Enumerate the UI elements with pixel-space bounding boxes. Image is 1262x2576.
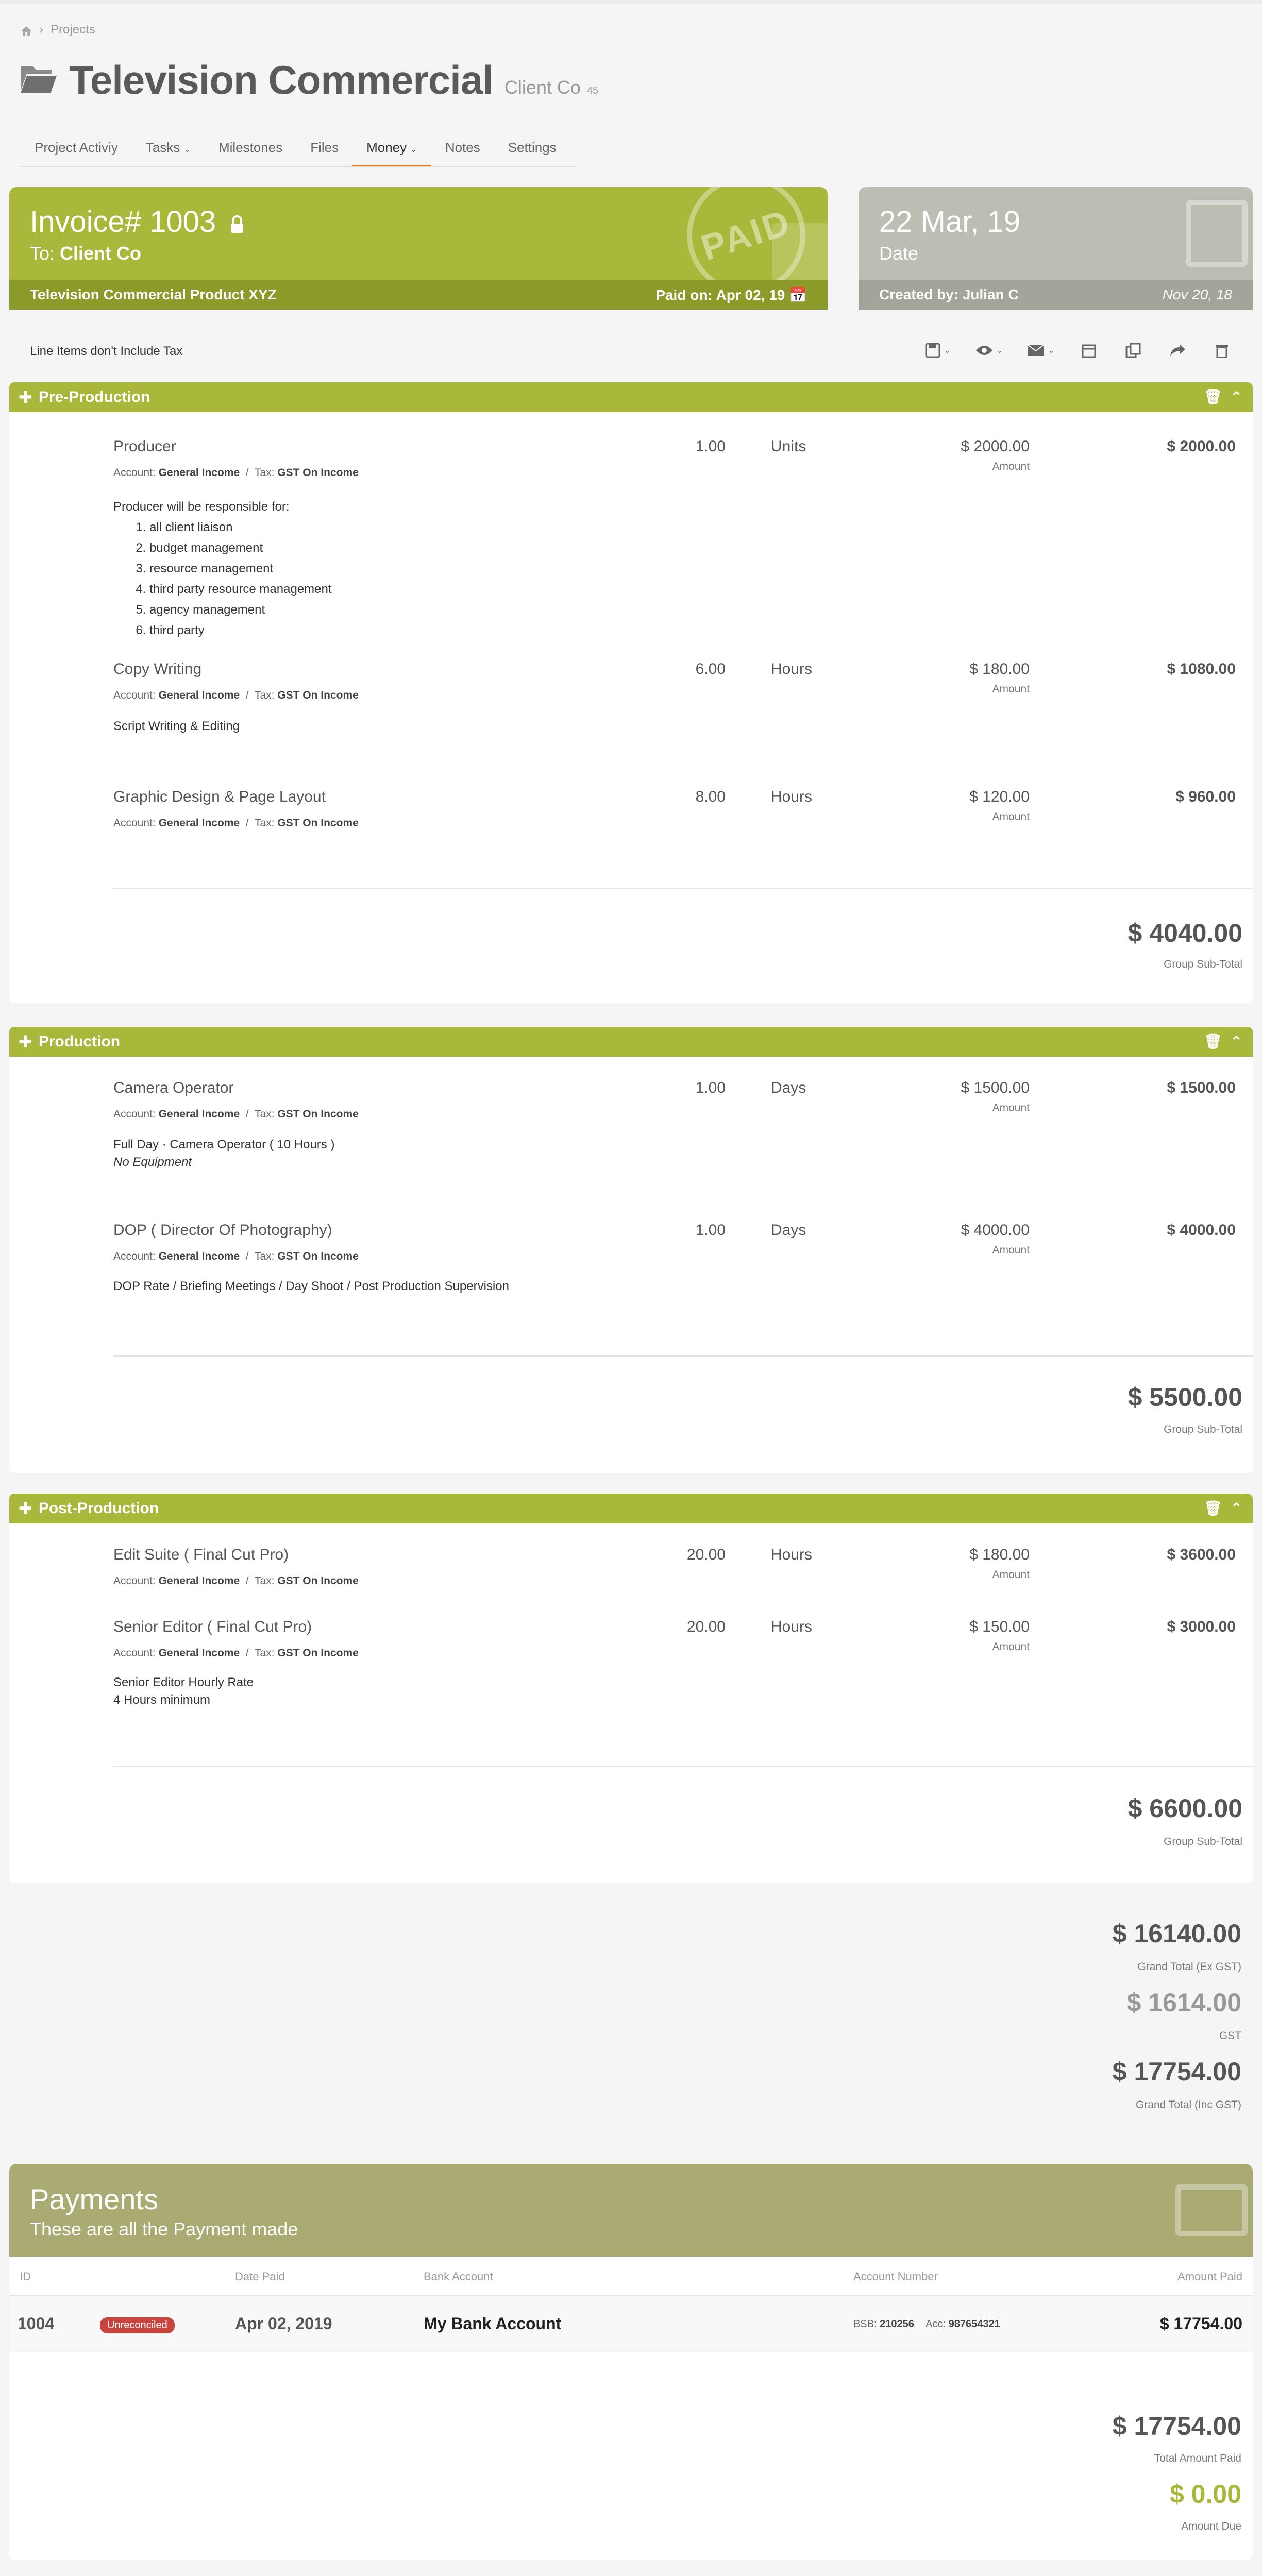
lock-icon[interactable] — [229, 207, 245, 241]
item-price[interactable]: $ 180.00 — [969, 660, 1030, 677]
top-bar — [0, 0, 1262, 4]
tabs-divider — [21, 166, 577, 167]
tax-note: Line Items don't Include Tax — [30, 344, 183, 358]
chevron-up-icon[interactable]: ⌃ — [1230, 389, 1242, 405]
project-tabs — [21, 133, 570, 167]
save-dropdown-button[interactable] — [912, 336, 964, 365]
invoice-strip — [9, 280, 828, 310]
item-price[interactable]: $ 1500.00 — [961, 1079, 1030, 1096]
item-account: Account: General Income / Tax: GST On Income — [113, 1250, 359, 1262]
chevron-down-icon: ⌄ — [944, 346, 951, 355]
item-name[interactable]: Camera Operator — [113, 1079, 234, 1096]
col-bank: Bank Account — [424, 2270, 493, 2283]
payment-bank: My Bank Account — [424, 2314, 562, 2333]
created-date: Nov 20, 18 — [1162, 286, 1232, 302]
created-by: Created by: Julian C — [879, 286, 1019, 302]
payment-date: Apr 02, 2019 — [235, 2314, 332, 2333]
item-name[interactable]: Graphic Design & Page Layout — [113, 788, 326, 805]
trash-icon[interactable]: 🗑 — [1203, 1500, 1222, 1516]
group-subtotal-label: Group Sub-Total — [1164, 1836, 1242, 1848]
item-description[interactable]: Full Day · Camera Operator ( 10 Hours ) No Equipment — [113, 1138, 335, 1169]
group-subtotal-label: Group Sub-Total — [1164, 1423, 1242, 1435]
copy-icon[interactable] — [1111, 336, 1155, 365]
tab-milestones[interactable]: Milestones — [218, 140, 283, 155]
amount-due: $ 0.00 — [1169, 2480, 1241, 2509]
item-description[interactable]: Senior Editor Hourly Rate 4 Hours minimum — [113, 1675, 254, 1707]
amount-label: Amount — [992, 811, 1030, 823]
amount-label: Amount — [992, 1569, 1030, 1581]
trash-icon[interactable] — [1200, 336, 1244, 365]
item-total: $ 960.00 — [1175, 788, 1236, 805]
item-total: $ 3000.00 — [1167, 1618, 1236, 1635]
date-card — [859, 187, 1253, 310]
chevron-down-icon: ⌄ — [410, 145, 417, 154]
item-qty[interactable]: 20.00 — [686, 1618, 726, 1635]
item-name[interactable]: Copy Writing — [113, 660, 202, 677]
item-total: $ 4000.00 — [1167, 1222, 1236, 1239]
grand-total-inc-label: Grand Total (Inc GST) — [1135, 2099, 1241, 2111]
list-item: 1. all client liaison — [149, 517, 332, 538]
money-icon — [1175, 2184, 1248, 2236]
item-name[interactable]: Edit Suite ( Final Cut Pro) — [113, 1546, 289, 1563]
divider — [113, 888, 1253, 889]
gst-label: GST — [1219, 2030, 1241, 2042]
invoice-to: To: Client Co — [30, 243, 142, 264]
item-description[interactable]: DOP Rate / Briefing Meetings / Day Shoot / Post Production Supervision — [113, 1279, 509, 1293]
item-account: Account: General Income / Tax: GST On Income — [113, 1575, 359, 1587]
group-title[interactable]: Post-Production — [38, 1500, 159, 1517]
client-count: 45 — [586, 85, 599, 96]
invoice-date[interactable]: 22 Mar, 19 — [879, 205, 1021, 239]
payments-subtitle: These are all the Payment made — [30, 2218, 298, 2240]
calendar-icon[interactable]: 📅 — [789, 286, 807, 303]
col-account-number: Account Number — [853, 2270, 938, 2283]
group-subtotal: $ 4040.00 — [1128, 919, 1242, 947]
amount-due-label: Amount Due — [1181, 2520, 1241, 2532]
calendar-icon — [1186, 200, 1248, 267]
move-icon[interactable]: ✚ — [19, 1032, 32, 1051]
created-strip — [859, 280, 1253, 310]
trash-icon[interactable]: 🗑 — [1203, 389, 1222, 405]
divider — [113, 1766, 1253, 1767]
amount-label: Amount — [992, 683, 1030, 695]
chevron-down-icon: ⌄ — [996, 346, 1003, 355]
item-account: Account: General Income / Tax: GST On Income — [113, 1108, 359, 1120]
payments-title: Payments — [30, 2183, 158, 2215]
divider — [113, 1355, 1253, 1357]
list-item: 3. resource management — [149, 558, 332, 579]
item-description[interactable]: Script Writing & Editing — [113, 719, 240, 733]
invoice-header-card — [9, 187, 828, 310]
breadcrumb-projects[interactable]: Projects — [51, 23, 95, 37]
home-icon[interactable] — [21, 25, 32, 35]
amount-label: Amount — [992, 1244, 1030, 1256]
group-title[interactable]: Production — [38, 1033, 121, 1050]
amount-label: Amount — [992, 1641, 1030, 1653]
payments-header — [9, 2164, 1253, 2257]
col-date: Date Paid — [235, 2270, 285, 2283]
page-title-row — [20, 57, 598, 104]
status-badge[interactable]: Unreconciled — [100, 2317, 175, 2333]
total-amount-paid-label: Total Amount Paid — [1154, 2452, 1241, 2464]
date-label: Date — [879, 243, 919, 264]
list-item: 2. budget management — [149, 538, 332, 558]
line-item-group — [9, 1494, 1253, 1883]
group-header[interactable] — [9, 1494, 1253, 1523]
item-qty[interactable]: 6.00 — [695, 660, 726, 677]
client-name[interactable]: Client Co — [504, 77, 581, 98]
line-item-group — [9, 1027, 1253, 1473]
item-unit[interactable]: Hours — [771, 1618, 813, 1635]
item-unit[interactable]: Hours — [771, 660, 813, 677]
group-subtotal: $ 6600.00 — [1128, 1794, 1242, 1823]
item-qty[interactable]: 1.00 — [695, 438, 726, 455]
col-id: ID — [20, 2270, 31, 2283]
payments-table-header — [9, 2257, 1253, 2296]
grand-total-ex-label: Grand Total (Ex GST) — [1137, 1961, 1241, 1973]
payments-panel — [9, 2164, 1253, 2560]
item-unit[interactable]: Units — [771, 438, 806, 455]
item-name[interactable]: DOP ( Director Of Photography) — [113, 1222, 332, 1239]
grand-total-ex: $ 16140.00 — [1112, 1919, 1241, 1948]
payment-id[interactable]: 1004 — [18, 2314, 55, 2333]
item-total: $ 3600.00 — [1167, 1546, 1236, 1563]
chevron-up-icon[interactable]: ⌃ — [1230, 1033, 1242, 1049]
calendar-icon[interactable] — [1067, 336, 1111, 365]
breadcrumb — [21, 23, 95, 37]
tab-settings[interactable]: Settings — [508, 140, 557, 155]
tab-notes[interactable]: Notes — [445, 140, 480, 155]
invoice-product: Television Commercial Product XYZ — [30, 286, 277, 302]
invoice-client[interactable]: Client Co — [60, 243, 142, 264]
item-unit[interactable]: Hours — [771, 788, 813, 805]
line-item-group — [9, 382, 1253, 1003]
item-account: Account: General Income / Tax: GST On Income — [113, 467, 359, 479]
group-subtotal-label: Group Sub-Total — [1164, 958, 1242, 970]
chevron-up-icon[interactable]: ⌃ — [1230, 1500, 1242, 1516]
list-item: 5. agency management — [149, 600, 332, 620]
item-unit[interactable]: Hours — [771, 1546, 813, 1563]
tab-project-activity[interactable]: Project Activiy — [35, 140, 118, 155]
group-subtotal: $ 5500.00 — [1128, 1383, 1242, 1412]
grand-total-inc: $ 17754.00 — [1112, 2057, 1241, 2086]
item-account: Account: General Income / Tax: GST On Income — [113, 689, 359, 701]
amount-label: Amount — [992, 461, 1030, 472]
item-price[interactable]: $ 120.00 — [969, 788, 1030, 805]
item-qty[interactable]: 1.00 — [695, 1222, 726, 1239]
item-total: $ 1500.00 — [1167, 1079, 1236, 1096]
view-dropdown-button[interactable] — [964, 336, 1015, 365]
tab-tasks[interactable]: Tasks ⌄ — [145, 140, 191, 155]
item-qty[interactable]: 1.00 — [695, 1079, 726, 1096]
group-header[interactable] — [9, 1027, 1253, 1057]
email-dropdown-button[interactable] — [1015, 336, 1067, 365]
chevron-down-icon: ⌄ — [1048, 346, 1055, 355]
list-item: 4. third party resource management — [149, 579, 332, 600]
invoice-number: Invoice# 1003 — [30, 205, 245, 241]
table-row[interactable] — [9, 2296, 1253, 2352]
payment-account-number: BSB: 210256 Acc: 987654321 — [853, 2318, 1000, 2330]
folder-open-icon — [20, 63, 58, 97]
list-item: 6. third party — [149, 620, 332, 641]
item-unit[interactable]: Days — [771, 1222, 806, 1239]
item-account: Account: General Income / Tax: GST On Income — [113, 1647, 359, 1659]
item-price[interactable]: $ 2000.00 — [961, 438, 1030, 455]
share-icon[interactable] — [1155, 336, 1200, 365]
item-name[interactable]: Senior Editor ( Final Cut Pro) — [113, 1618, 312, 1635]
total-amount-paid: $ 17754.00 — [1112, 2412, 1241, 2441]
item-name[interactable]: Producer — [113, 438, 176, 455]
tab-money[interactable]: Money ⌄ — [352, 133, 431, 167]
item-account: Account: General Income / Tax: GST On Income — [113, 817, 359, 829]
page-title: Television Commercial — [69, 57, 493, 103]
item-total: $ 2000.00 — [1167, 438, 1236, 455]
paid-on: Paid on: Apr 02, 19 📅 — [655, 286, 807, 303]
item-description[interactable]: Producer will be responsible for: 1. all client liaison 2. budget management 3. resource management 4. third party resource management 5. agency management 6. third party — [113, 497, 332, 641]
group-header[interactable] — [9, 382, 1253, 412]
item-total: $ 1080.00 — [1167, 660, 1236, 677]
item-price[interactable]: $ 180.00 — [969, 1546, 1030, 1563]
item-price[interactable]: $ 4000.00 — [961, 1222, 1030, 1239]
item-qty[interactable]: 20.00 — [686, 1546, 726, 1563]
paid-stamp-icon: PAID — [671, 187, 821, 310]
move-icon[interactable]: ✚ — [19, 1499, 32, 1518]
col-amount: Amount Paid — [1177, 2270, 1242, 2283]
amount-label: Amount — [992, 1102, 1030, 1114]
group-title[interactable]: Pre-Production — [38, 388, 150, 405]
chevron-down-icon: ⌄ — [183, 145, 191, 154]
item-unit[interactable]: Days — [771, 1079, 806, 1096]
gst-total: $ 1614.00 — [1126, 1988, 1241, 2017]
item-qty[interactable]: 8.00 — [695, 788, 726, 805]
payment-amount: $ 17754.00 — [1159, 2314, 1242, 2333]
trash-icon[interactable]: 🗑 — [1203, 1033, 1222, 1049]
tab-files[interactable]: Files — [310, 140, 339, 155]
move-icon[interactable]: ✚ — [19, 388, 32, 406]
item-price[interactable]: $ 150.00 — [969, 1618, 1030, 1635]
invoice-toolbar — [912, 336, 1244, 365]
breadcrumb-separator: › — [39, 23, 43, 37]
